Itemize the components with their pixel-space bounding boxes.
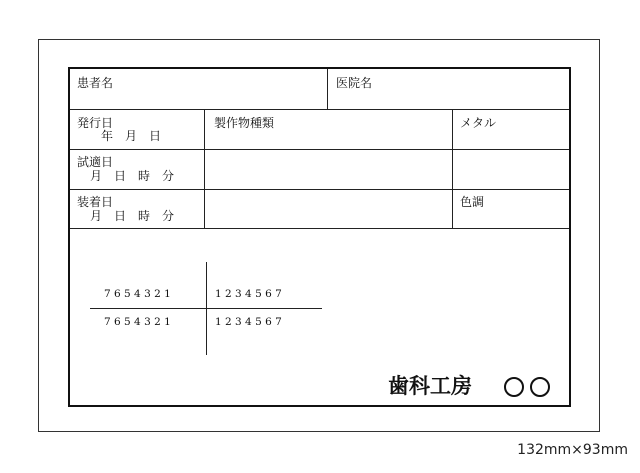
patient-name-label: 患者名 (77, 76, 114, 90)
dimensions-caption: 132mm×93mm (517, 442, 628, 458)
column-divider (327, 69, 328, 109)
tooth-chart-lower-right: 7 6 5 4 3 2 1 (104, 316, 171, 328)
shade-label: 色調 (460, 195, 485, 209)
tooth-chart-lower-left: 1 2 3 4 5 6 7 (215, 316, 282, 328)
setting-date-label: 装着日 (77, 195, 114, 209)
row-divider (70, 189, 569, 190)
row-divider (70, 109, 569, 110)
issue-date-label: 発行日 (77, 116, 114, 130)
clinic-name-label: 医院名 (336, 76, 373, 90)
column-divider (204, 109, 205, 228)
tryin-date-label: 試適日 (77, 155, 114, 169)
lab-name-placeholder-circle (504, 377, 524, 397)
tooth-chart-upper-right: 7 6 5 4 3 2 1 (104, 288, 171, 300)
issue-date-fields: 年 月 日 (101, 129, 162, 143)
lab-name: 歯科工房 (388, 374, 472, 398)
column-divider (452, 109, 453, 228)
metal-label: メタル (460, 116, 497, 130)
tooth-chart-upper-left: 1 2 3 4 5 6 7 (215, 288, 282, 300)
tryin-date-fields: 月 日 時 分 (90, 169, 175, 183)
lab-name-placeholder-circle (530, 377, 550, 397)
row-divider (70, 228, 569, 229)
tooth-chart-vertical-line (206, 262, 207, 355)
row-divider (70, 149, 569, 150)
prosthesis-type-label: 製作物種類 (214, 116, 275, 130)
setting-date-fields: 月 日 時 分 (90, 209, 175, 223)
instruction-card (68, 67, 571, 407)
